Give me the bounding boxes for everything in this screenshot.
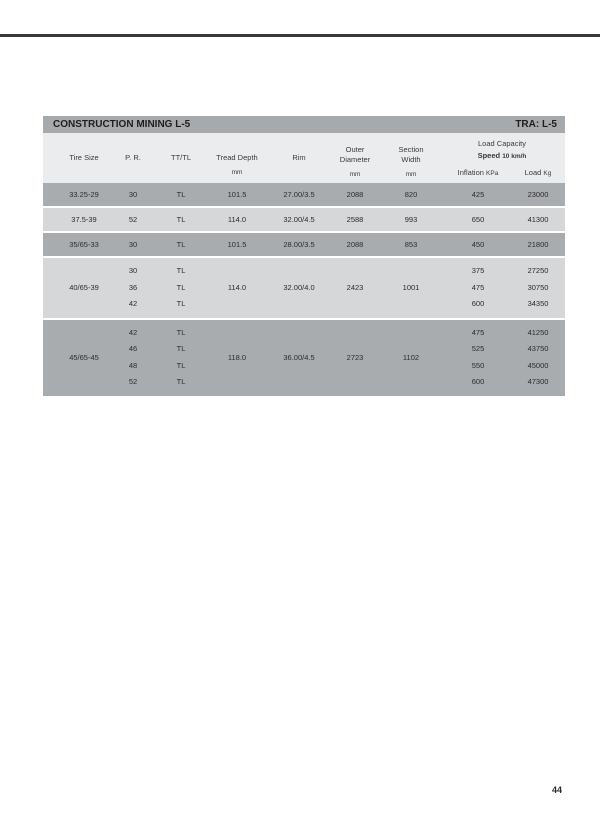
cell-tt-tl: TL (176, 239, 186, 249)
cell-tt-tl: TL (176, 266, 186, 276)
header-rim: Rim (292, 153, 306, 162)
cell-tire-size: 33.25-29 (69, 189, 99, 199)
cell-inflation: 375 (471, 266, 485, 276)
table-standard: TRA: L-5 (515, 119, 557, 130)
cell-inflation: 475 (471, 282, 485, 292)
table-row-group (43, 233, 565, 256)
cell-inflation: 650 (471, 214, 485, 224)
cell-inflation: 450 (471, 239, 485, 249)
cell-pr: 48 (128, 360, 138, 370)
cell-load: 41250 (527, 327, 549, 337)
cell-section-width: 820 (404, 189, 418, 199)
page-number: 44 (552, 785, 563, 795)
cell-pr: 46 (128, 344, 138, 354)
table-title-bar (43, 116, 565, 133)
cell-pr: 52 (128, 214, 138, 224)
header-load: Load Kg (524, 168, 552, 177)
cell-tire-size: 45/65-45 (69, 352, 99, 362)
cell-rim: 36.00/4.5 (283, 352, 315, 362)
cell-load: 34350 (527, 299, 549, 309)
cell-load: 43750 (527, 344, 549, 354)
cell-tt-tl: TL (176, 299, 186, 309)
cell-tt-tl: TL (176, 282, 186, 292)
cell-load: 23000 (527, 189, 549, 199)
cell-tt-tl: TL (176, 327, 186, 337)
cell-outer-diameter: 2588 (346, 214, 364, 224)
top-rule (0, 34, 600, 37)
table-row-group (43, 208, 565, 231)
cell-outer-diameter: 2723 (346, 352, 364, 362)
cell-tread-depth: 114.0 (227, 214, 247, 224)
cell-outer-diameter: 2423 (346, 282, 364, 292)
cell-rim: 32.00/4.0 (283, 282, 315, 292)
cell-tt-tl: TL (176, 360, 186, 370)
cell-section-width: 993 (404, 214, 418, 224)
cell-tt-tl: TL (176, 214, 186, 224)
cell-inflation: 425 (471, 189, 485, 199)
cell-pr: 30 (128, 239, 138, 249)
cell-tread-depth: 114.0 (227, 282, 247, 292)
cell-section-width: 853 (404, 239, 418, 249)
cell-load: 30750 (527, 282, 549, 292)
header-outer-diameter: Outer Diameter mm (339, 145, 371, 178)
cell-tire-size: 37.5-39 (71, 214, 97, 224)
cell-pr: 30 (128, 189, 138, 199)
cell-load: 41300 (527, 214, 549, 224)
table-row-group (43, 320, 565, 396)
table-row-group (43, 183, 565, 206)
cell-inflation: 600 (471, 377, 485, 387)
cell-outer-diameter: 2088 (346, 239, 364, 249)
header-section-width: Section Width mm (398, 145, 424, 178)
header-tire-size: Tire Size (69, 153, 99, 162)
cell-load: 47300 (527, 377, 549, 387)
cell-section-width: 1001 (402, 282, 420, 292)
cell-tire-size: 40/65-39 (69, 282, 99, 292)
header-load-capacity: Load Capacity Speed 10 km/h (477, 139, 527, 160)
cell-rim: 32.00/4.5 (283, 214, 315, 224)
cell-rim: 28.00/3.5 (283, 239, 315, 249)
header-tread-depth: Tread Depth mm (216, 153, 258, 176)
cell-tread-depth: 101.5 (227, 239, 247, 249)
table-title: CONSTRUCTION MINING L-5 (53, 119, 191, 130)
cell-inflation: 550 (471, 360, 485, 370)
cell-tt-tl: TL (176, 189, 186, 199)
cell-section-width: 1102 (402, 352, 420, 362)
header-tt-tl: TT/TL (171, 153, 191, 162)
cell-inflation: 600 (471, 299, 485, 309)
cell-inflation: 475 (471, 327, 485, 337)
spec-table (43, 116, 565, 396)
cell-load: 21800 (527, 239, 549, 249)
cell-pr: 42 (128, 327, 138, 337)
cell-tread-depth: 118.0 (227, 352, 247, 362)
cell-inflation: 525 (471, 344, 485, 354)
cell-pr: 30 (128, 266, 138, 276)
header-inflation: Inflation KPa (457, 168, 499, 177)
cell-tire-size: 35/65-33 (69, 239, 99, 249)
header-pr: P. R. (125, 153, 141, 162)
cell-tt-tl: TL (176, 377, 186, 387)
cell-rim: 27.00/3.5 (283, 189, 315, 199)
table-body (43, 183, 565, 396)
cell-tread-depth: 101.5 (227, 189, 247, 199)
table-row-group (43, 258, 565, 318)
cell-pr: 52 (128, 377, 138, 387)
cell-load: 27250 (527, 266, 549, 276)
cell-tt-tl: TL (176, 344, 186, 354)
table-header (43, 133, 565, 183)
cell-pr: 36 (128, 282, 138, 292)
cell-pr: 42 (128, 299, 138, 309)
cell-outer-diameter: 2088 (346, 189, 364, 199)
cell-load: 45000 (527, 360, 549, 370)
